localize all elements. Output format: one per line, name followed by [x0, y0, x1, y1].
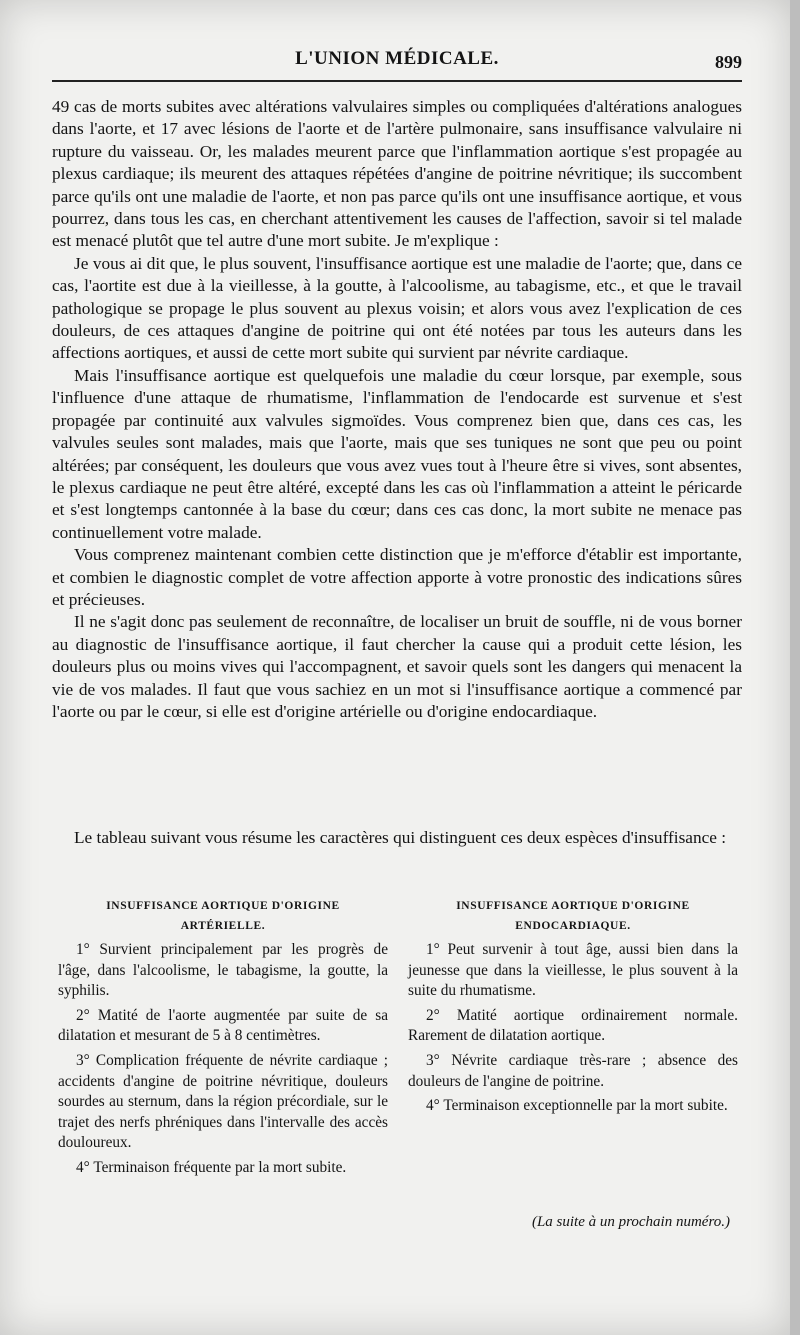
paragraph: Le tableau suivant vous résume les caractères qui distinguent ces deux espèces d'insuffisance : [74, 828, 727, 847]
column-endocardial [408, 896, 738, 1226]
page-header [52, 46, 742, 80]
column-item: 4° Terminaison fréquente par la mort subite. [76, 1158, 347, 1176]
column-heading-line: ARTÉRIELLE. [180, 920, 266, 932]
column-heading-line: INSUFFISANCE AORTIQUE D'ORIGINE [456, 900, 690, 912]
paragraph: Il ne s'agit donc pas seulement de reconnaître, de localiser un bruit de souffle, ni de vous borner au diagnostic de l'insuffisance aortique, il faut chercher la cause qui a produit cette lésion, les douleurs plus ou moins vives qui l'accompagnent, et savoir quels sont les dangers qui menacent la vie de vos malades. Il faut que vous sachiez en un mot si l'insuffisance aortique a commencé par l'aorte ou par le cœur, si elle est d'origine artérielle ou d'origine endocardiaque. [52, 612, 742, 721]
comparison-table [58, 896, 738, 1226]
continued-note: (La suite à un prochain numéro.) [531, 1214, 730, 1230]
article-body [52, 96, 742, 723]
page-number: 899 [715, 52, 742, 72]
column-item: 1° Peut survenir à tout âge, aussi bien dans la jeunesse que dans la vieillesse, le plus souvent à la suite du rhumatisme. [408, 941, 738, 1000]
table-intro [52, 827, 742, 849]
column-heading [58, 896, 388, 936]
header-rule [52, 80, 742, 82]
column-item: 3° Névrite cardiaque très-rare ; absence des douleurs de l'angine de poitrine. [408, 1051, 738, 1090]
paragraph: Je vous ai dit que, le plus souvent, l'insuffisance aortique est une maladie de l'aorte; que, dans ce cas, l'aortite est due à la vieillesse, à la goutte, à l'alcoolisme, au tabagisme, etc., et que le travail pathologique se propage le plus souvent au plexus voisin; et alors vous avez l'explication de ces douleurs, de ces attaques d'angine de poitrine qui ont été notées par tous les auteurs dans les affections aortiques, et aussi de cette mort subite qui survient par névrite cardiaque. [52, 253, 742, 363]
column-heading [408, 896, 738, 936]
column-item: 2° Matité aortique ordinairement normale. Rarement de dilatation aortique. [408, 1006, 738, 1045]
column-arterial [58, 896, 388, 1226]
column-item: 4° Terminaison exceptionnelle par la mort subite. [426, 1097, 728, 1115]
paragraph: Vous comprenez maintenant combien cette distinction que je m'efforce d'établir est importante, et combien le diagnostic complet de votre affection apporte à votre pronostic des indications sûres et précieuses. [52, 545, 742, 609]
running-title: L'UNION MÉDICALE. [295, 48, 499, 69]
column-item: 1° Survient principalement par les progrès de l'âge, dans l'alcoolisme, le tabagisme, la goutte, la syphilis. [58, 941, 388, 1000]
column-heading-line: ENDOCARDIAQUE. [515, 920, 631, 932]
column-item: 2° Matité de l'aorte augmentée par suite de sa dilatation et mesurant de 5 à 8 centimètres. [58, 1006, 388, 1045]
column-item: 3° Complication fréquente de névrite cardiaque ; accidents d'angine de poitrine névritique, douleurs sourdes au sternum, dans la région précordiale, sur le trajet des nerfs phréniques dans l'intervalle des accès douloureux. [58, 1051, 388, 1152]
paragraph: Mais l'insuffisance aortique est quelquefois une maladie du cœur lorsque, par exemple, sous l'influence d'une attaque de rhumatisme, l'inflammation de l'endocarde est survenue et s'est propagée par continuité aux valvules sigmoïdes. Vous comprenez bien que, dans ces cas, les valvules seules sont malades, mais que l'aorte, mais que ses tuniques ne sont que peu ou point altérées; par conséquent, les douleurs que vous avez vues tout à l'heure être si vives, sont absentes, le plexus cardiaque ne peut être altéré, excepté dans les cas où l'inflammation a atteint le péricarde et s'est longtemps cantonnée à la base du cœur; dans ces cas donc, la mort subite ne menace pas continuellement votre malade. [52, 365, 742, 542]
paragraph: 49 cas de morts subites avec altérations valvulaires simples ou compliquées d'altérations analogues dans l'aorte, et 17 avec lésions de l'aorte et de l'artère pulmonaire, sans insuffisance valvulaire ni rupture du vaisseau. Or, les malades meurent parce que l'inflammation aortique s'est propagée au plexus cardiaque; ils meurent des attaques répétées d'angine de poitrine névritique; ils succombent parce qu'ils ont une maladie de l'aorte, et non pas parce qu'ils ont une insuffisance aortique, et vous pourrez, dans tous les cas, en cherchant attentivement les causes de l'affection, savoir si tel malade est menacé plutôt que tel autre d'une mort subite. Je m'explique : [52, 97, 742, 251]
column-heading-line: INSUFFISANCE AORTIQUE D'ORIGINE [106, 900, 340, 912]
